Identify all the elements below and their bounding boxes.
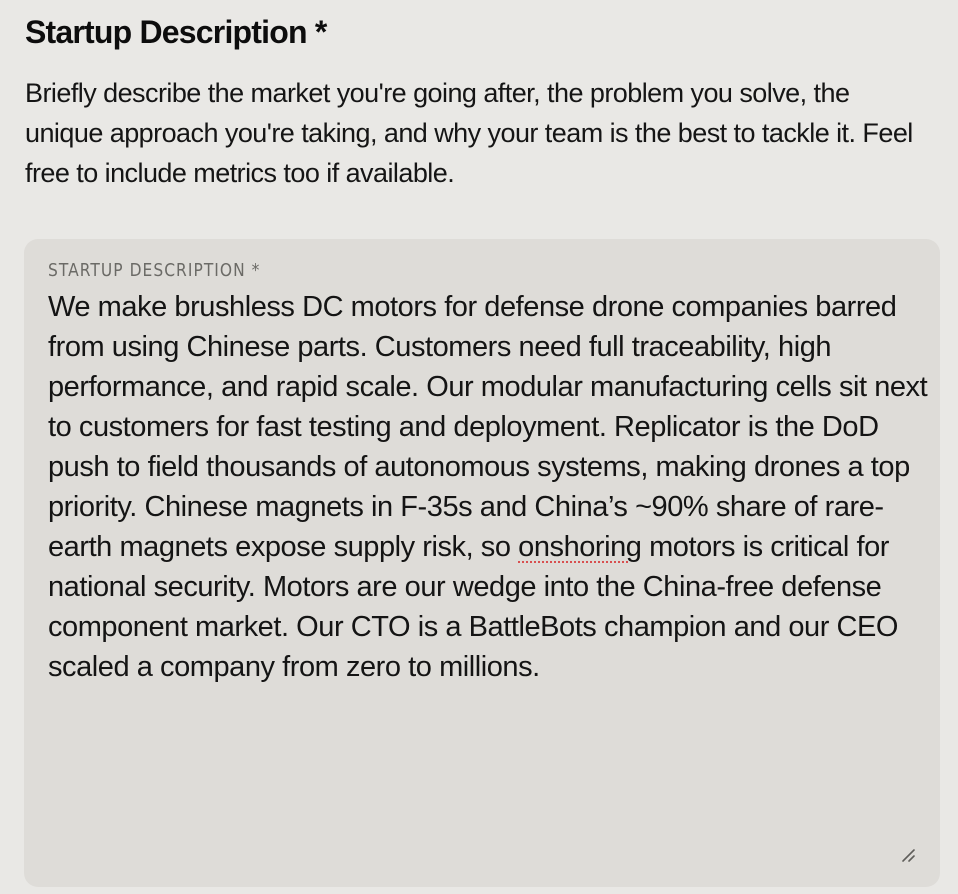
section-description: Briefly describe the market you're going after, the problem you solve, the unique approach you're taking, and why your team is the best to tackle it. Feel free to include metrics too if available. <box>25 78 913 188</box>
startup-description-textarea[interactable] <box>48 287 928 687</box>
resize-handle-icon[interactable] <box>900 847 916 863</box>
spellcheck-underlined-word: onshoring <box>518 531 642 563</box>
startup-description-field[interactable] <box>24 239 940 887</box>
textarea-text-part-1: We make brushless DC motors for defense drone companies barred from using Chinese parts. Customers need full traceability, high performance, and rapid scale. Our modular manufacturing cells sit next to customers for fast testing and deployment. Replicator is the DoD push to field thousands of autonomous systems, making drones a top priority. Chinese magnets in F-35s and China’s ~90% share of rare-earth magnets expose supply risk, so <box>48 291 928 563</box>
textarea-text-part-2: motors is critical for national security. Motors are our wedge into the China-free defense component market. Our CTO is a BattleBots champion and our CEO scaled a company from zero to millions. <box>48 531 899 683</box>
field-label: STARTUP DESCRIPTION * <box>48 260 261 281</box>
section-title: Startup Description * <box>25 14 327 50</box>
